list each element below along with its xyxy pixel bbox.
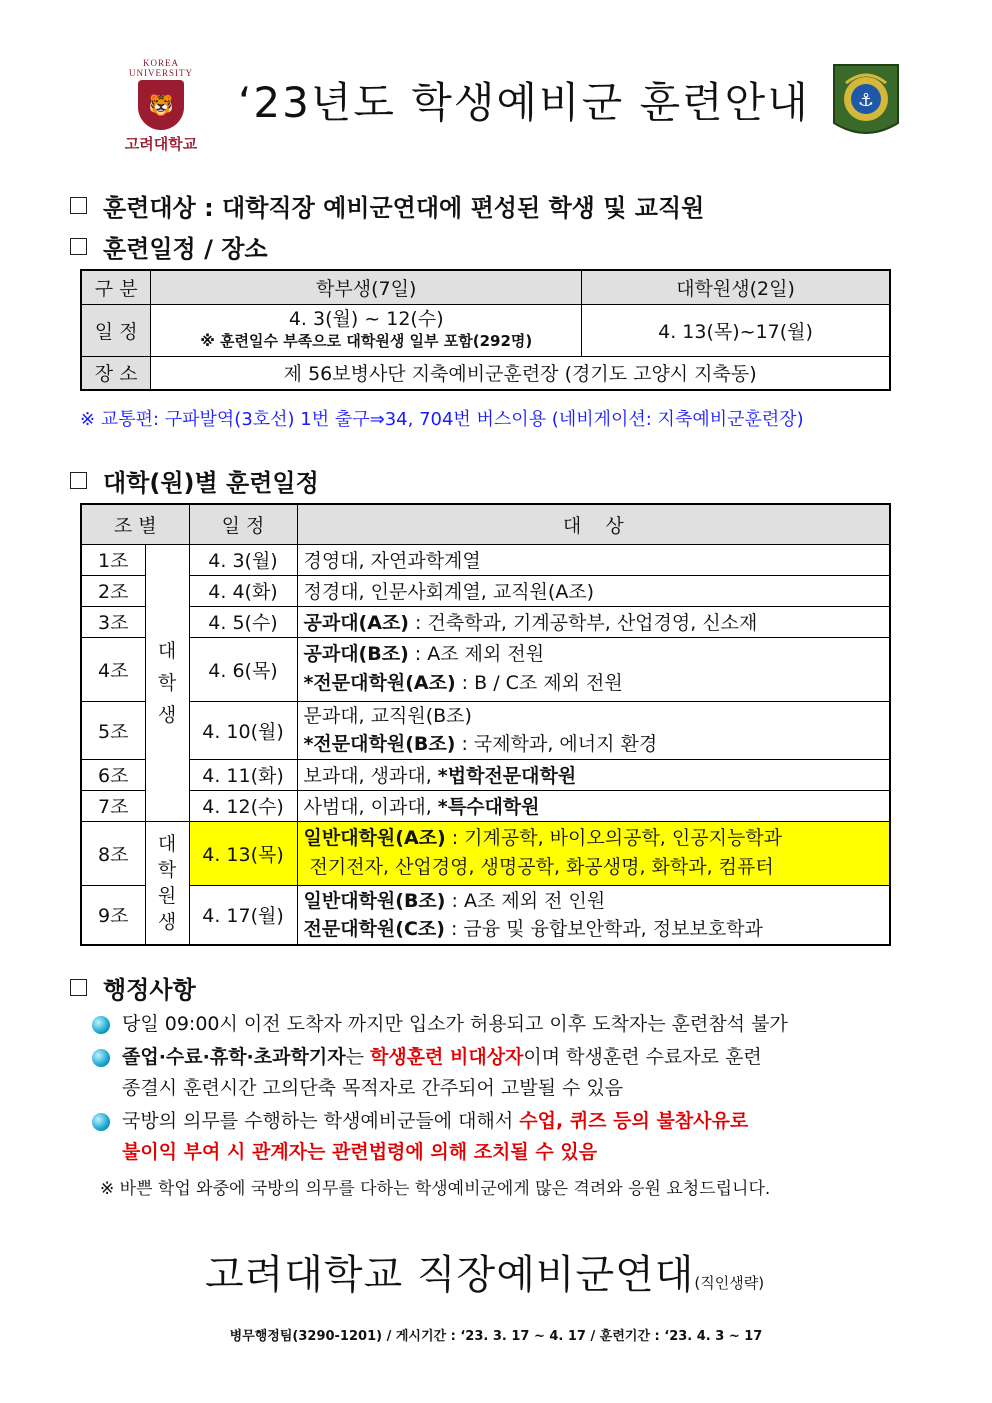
section-schedule-label: 훈련일정 / 장소: [103, 235, 268, 263]
target-cell: [297, 701, 890, 759]
checkbox-square-icon: [70, 238, 87, 255]
section-admin: [70, 970, 196, 1005]
admin-item-2-red: 학생훈련 비대상자: [369, 1046, 524, 1068]
target-text: : A조 제외 전원: [408, 643, 545, 665]
target-cell: [297, 637, 890, 701]
target-text: 정경대, 인문사회계열, 교직원(A조): [303, 581, 595, 603]
section-target-label: 훈련대상 : 대학직장 예비군연대에 편성된 학생 및 교직원: [103, 194, 705, 222]
checkbox-square-icon: [70, 472, 87, 489]
target-cell: [297, 544, 890, 575]
admin-item-2-bold: 졸업·수료·휴학·초과학기자: [122, 1046, 346, 1068]
date-cell: 4. 10(월): [189, 701, 297, 759]
header-group: 조 별: [81, 504, 189, 544]
grad-group-label: 대 학 원 생: [145, 821, 189, 945]
closing-note: ※ 바쁜 학업 와중에 국방의 의무를 다하는 학생예비군에게 많은 격려와 응원 요청드립니다.: [100, 1179, 771, 1199]
target-text: 문과대, 교직원(B조): [303, 705, 472, 727]
target-cell: [297, 759, 890, 790]
target-text: 전기전자, 산업경영, 생명공학, 화공생명, 화학과, 컴퓨터: [303, 856, 774, 878]
bullet-icon: [92, 1049, 110, 1067]
checkbox-square-icon: [70, 197, 87, 214]
svg-text:⚓: ⚓: [857, 90, 875, 111]
table-row: [81, 759, 890, 790]
date-cell: 4. 11(화): [189, 759, 297, 790]
target-cell: [297, 606, 890, 637]
admin-item-2: [122, 1042, 762, 1104]
table-row: [81, 637, 890, 701]
group-cell: 4조: [81, 637, 145, 701]
admin-item-2-line2: 종결시 훈련시간 고의단축 목적자로 간주되어 고발될 수 있음: [122, 1077, 624, 1099]
table-row: [81, 885, 890, 945]
logo-wordmark: KOREA UNIVERSITY: [129, 58, 193, 78]
target-bold: 공과대(A조): [303, 612, 409, 634]
admin-item-2-mid: 는: [345, 1046, 370, 1068]
admin-item-2-rest: 이며 학생훈련 수료자로 훈련: [523, 1046, 762, 1068]
list-item: [92, 1106, 912, 1168]
group-cell: 6조: [81, 759, 145, 790]
target-text: : 국제학과, 에너지 환경: [455, 733, 658, 755]
footer-seal: (직인생략): [694, 1274, 765, 1292]
target-text: 경영대, 자연과학계열: [303, 550, 481, 572]
list-item: [92, 1009, 912, 1040]
table-row: [81, 304, 890, 356]
target-bold: 일반대학원(A조): [303, 827, 446, 849]
table-row: [81, 701, 890, 759]
target-text: 사범대, 이과대,: [303, 796, 438, 818]
admin-item-3-red1: 수업, 퀴즈 등의 불참사유로: [519, 1110, 749, 1132]
undergrad-group-label: 대 학 생: [145, 544, 189, 821]
admin-item-3: [122, 1106, 748, 1168]
group-cell: 2조: [81, 575, 145, 606]
date-cell: 4. 4(화): [189, 575, 297, 606]
target-text: : 기계공학, 바이오의공학, 인공지능학과: [445, 827, 783, 849]
target-cell: [297, 885, 890, 945]
target-cell: [297, 575, 890, 606]
group-cell: 9조: [81, 885, 145, 945]
section-schedule: [70, 229, 268, 264]
footer-org: 고려대학교 직장예비군연대: [205, 1252, 695, 1298]
undergrad-note: ※ 훈련일수 부족으로 대학원생 일부 포함(292명): [200, 332, 533, 350]
section-admin-label: 행정사항: [103, 976, 196, 1004]
grad-dates: 4. 13(목)~17(월): [582, 304, 890, 356]
header-undergrad: 학부생(7일): [151, 270, 582, 304]
target-text: : B / C조 제외 전원: [455, 672, 623, 694]
location-value: 제 56보병사단 지축예비군훈련장 (경기도 고양시 지축동): [151, 356, 890, 390]
schedule-location-table: [80, 269, 891, 391]
target-cell: [297, 790, 890, 821]
date-cell: 4. 6(목): [189, 637, 297, 701]
footer-meta: 병무행정팀(3290-1201) / 게시기간 : ‘23. 3. 17 ~ 4. 17 / 훈련기간 : ‘23. 4. 3 ~ 17: [229, 1329, 763, 1344]
section-by-college-label: 대학(원)별 훈련일정: [103, 469, 319, 497]
table-header-row: [81, 504, 890, 544]
header-grad: 대학원생(2일): [582, 270, 890, 304]
table-row: [81, 790, 890, 821]
target-bold: *전문대학원(B조): [303, 733, 456, 755]
checkbox-square-icon: [70, 979, 87, 996]
target-bold: 공과대(B조): [303, 643, 409, 665]
date-cell: 4. 17(월): [189, 885, 297, 945]
group-cell: 7조: [81, 790, 145, 821]
date-cell: 4. 13(목): [189, 821, 297, 885]
section-by-college: [70, 463, 319, 498]
footer-org-line: [205, 1243, 764, 1300]
target-bold: *법학전문대학원: [437, 765, 577, 787]
transport-note: ※ 교통편: 구파발역(3호선) 1번 출구⇒34, 704번 버스이용 (네비게이션: 지축예비군훈련장): [80, 409, 804, 430]
table-row: [81, 606, 890, 637]
admin-item-3-red2: 불이익 부여 시 관계자는 관련법령에 의해 조치될 수 있음: [122, 1141, 598, 1163]
target-bold: 일반대학원(B조): [303, 889, 446, 912]
target-bold: 전문대학원(C조): [303, 917, 445, 940]
table-row: [81, 356, 890, 390]
group-cell: 1조: [81, 544, 145, 575]
table-row: [81, 821, 890, 885]
admin-item-3-start: 국방의 의무를 수행하는 학생예비군들에 대해서: [122, 1110, 520, 1132]
reserve-forces-emblem-icon: [832, 63, 900, 139]
group-cell: 5조: [81, 701, 145, 759]
row-label-schedule: 일 정: [81, 304, 151, 356]
target-cell: [297, 821, 890, 885]
table-header-row: [81, 270, 890, 304]
row-label-location: 장 소: [81, 356, 151, 390]
bullet-icon: [92, 1016, 110, 1034]
header-target: 대 상: [297, 504, 890, 544]
undergrad-schedule-cell: [151, 304, 582, 356]
group-cell: 8조: [81, 821, 145, 885]
date-cell: 4. 12(수): [189, 790, 297, 821]
group-cell: 3조: [81, 606, 145, 637]
target-text: : 금융 및 융합보안학과, 정보보호학과: [444, 917, 763, 940]
undergrad-dates: 4. 3(월) ~ 12(수): [288, 308, 444, 330]
table-row: [81, 575, 890, 606]
logo-name: 고려대학교: [124, 135, 198, 153]
target-bold: *전문대학원(A조): [303, 672, 456, 694]
tiger-shield-icon: 🐯: [138, 80, 184, 130]
korea-university-logo: [120, 58, 202, 153]
table-row: [81, 544, 890, 575]
admin-item-1: 당일 09:00시 이전 도착자 까지만 입소가 허용되고 이후 도착자는 훈련참석 불가: [122, 1013, 788, 1035]
college-schedule-table: [80, 503, 891, 946]
header-date: 일 정: [189, 504, 297, 544]
page-title: ‘23년도 학생예비군 훈련안내: [238, 78, 810, 127]
date-cell: 4. 5(수): [189, 606, 297, 637]
target-bold: *특수대학원: [437, 796, 540, 818]
bullet-icon: [92, 1113, 110, 1131]
section-target: [70, 188, 704, 223]
target-text: : A조 제외 전 인원: [445, 889, 606, 912]
target-text: 보과대, 생과대,: [303, 765, 438, 787]
header-category: 구 분: [81, 270, 151, 304]
list-item: [92, 1042, 912, 1104]
date-cell: 4. 3(월): [189, 544, 297, 575]
admin-list: [92, 1009, 912, 1199]
target-text: : 건축학과, 기계공학부, 산업경영, 신소재: [409, 612, 758, 634]
